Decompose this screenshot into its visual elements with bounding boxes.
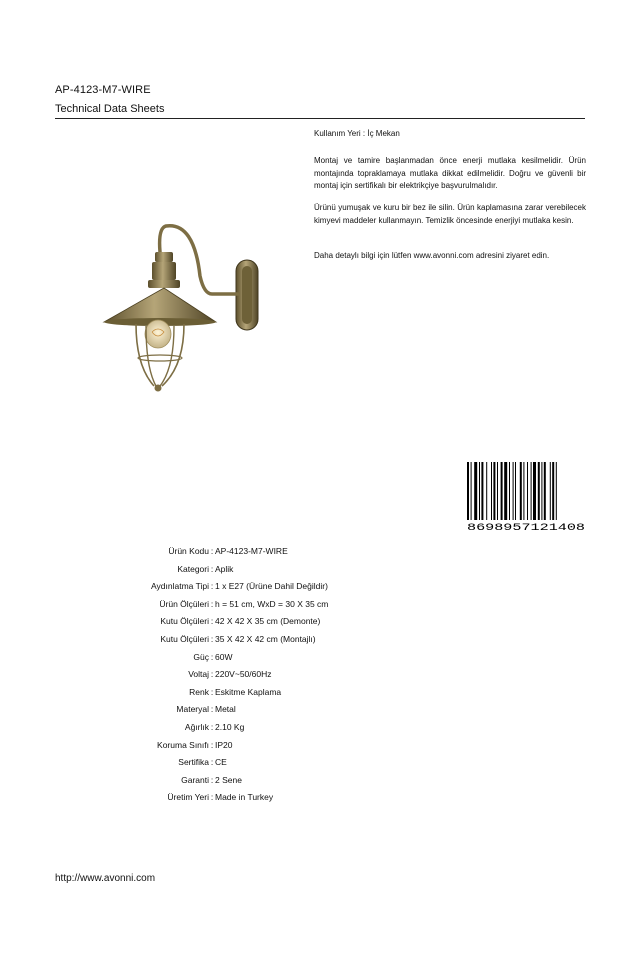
spec-value: Aplik — [215, 563, 234, 574]
spec-separator: : — [210, 563, 214, 574]
spec-separator: : — [210, 651, 214, 662]
spec-separator: : — [210, 546, 214, 556]
cleaning-paragraph: Ürünü yumuşak ve kuru bir bez ile silin. Ürün kaplamasına zarar verebilecek kimyevi maddeler kullanmayın. Temizlik öncesinde enerjiyi mutlaka kesin. — [314, 203, 586, 225]
spec-value: 35 X 42 X 42 cm (Montajlı) — [215, 633, 316, 644]
spec-separator: : — [210, 792, 214, 803]
barcode-number: 8698957121408 — [467, 523, 585, 532]
spec-separator: : — [210, 616, 214, 627]
spec-label: Aydınlatma Tipi — [151, 581, 209, 592]
spec-separator: : — [210, 633, 214, 644]
spec-separator: : — [210, 757, 214, 768]
spec-value: Metal — [215, 704, 236, 715]
product-lamp-image — [100, 218, 265, 398]
document-subtitle: Technical Data Sheets — [55, 103, 165, 115]
website-paragraph: Daha detaylı bilgi için lütfen www.avonni.com adresini ziyaret edin. — [314, 251, 550, 260]
spec-label: Koruma Sınıfı — [157, 739, 209, 750]
spec-label: Voltaj — [188, 669, 209, 680]
spec-separator: : — [210, 581, 214, 592]
spec-separator: : — [210, 598, 214, 609]
spec-label: Garanti — [181, 774, 209, 785]
spec-value: CE — [215, 757, 227, 768]
spec-value: AP-4123-M7-WIRE — [215, 546, 288, 556]
header-divider — [55, 118, 585, 119]
spec-value: 1 x E27 (Ürüne Dahil Değildir) — [215, 581, 328, 592]
footer-website-link[interactable]: http://www.avonni.com — [55, 873, 156, 884]
spec-label: Sertifika — [178, 757, 209, 768]
spec-separator: : — [210, 774, 214, 785]
spec-label: Güç — [193, 651, 209, 662]
spec-separator: : — [210, 669, 214, 680]
spec-separator: : — [210, 686, 214, 697]
spec-label: Kutu Ölçüleri — [160, 616, 209, 627]
spec-separator: : — [210, 739, 214, 750]
spec-label: Üretim Yeri — [167, 792, 209, 803]
usage-location: Kullanım Yeri : İç Mekan — [314, 129, 400, 138]
spec-value: 2 Sene — [215, 774, 242, 785]
barcode — [466, 462, 586, 532]
spec-label: Kategori — [177, 563, 209, 574]
spec-value: Eskitme Kaplama — [215, 686, 282, 697]
spec-value: 2.10 Kg — [215, 721, 245, 732]
spec-separator: : — [210, 721, 214, 732]
spec-value: 220V~50/60Hz — [215, 669, 272, 680]
product-code-title: AP-4123-M7-WIRE — [55, 84, 151, 96]
safety-paragraph: Montaj ve tamire başlanmadan önce enerji mutlaka kesilmelidir. Ürün montajında topraklamaya mutlaka dikkat edilmelidir. Doğru ve güvenli bir montaj için sertifikalı bir elektrikçiye başvurulmalıdır. — [314, 156, 586, 190]
spec-value: IP20 — [215, 739, 233, 750]
spec-value: 60W — [215, 651, 233, 662]
spec-label: Ağırlık — [184, 721, 209, 732]
spec-value: 42 X 42 X 35 cm (Demonte) — [215, 616, 321, 627]
spec-label: Renk — [189, 686, 209, 697]
spec-label: Materyal — [176, 704, 209, 715]
spec-value: Made in Turkey — [215, 792, 274, 803]
spec-value: h = 51 cm, WxD = 30 X 35 cm — [215, 598, 329, 609]
spec-label: Ürün Kodu — [168, 546, 209, 556]
spec-label: Ürün Ölçüleri — [159, 598, 209, 609]
spec-separator: : — [210, 704, 214, 715]
spec-label: Kutu Ölçüleri — [160, 633, 209, 644]
